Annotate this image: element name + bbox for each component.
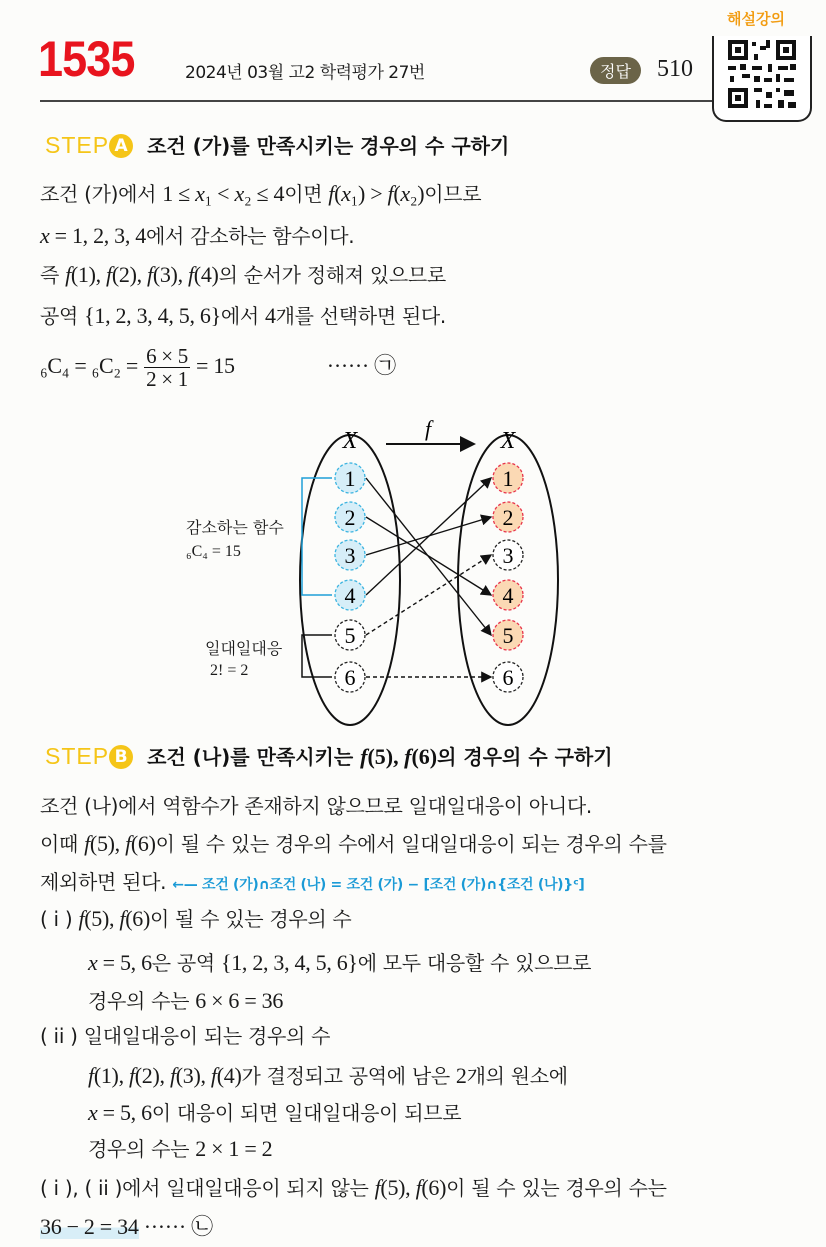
math-expression: = 5, 6	[97, 950, 152, 975]
math-expression: <	[211, 181, 235, 206]
math-expression: x	[88, 950, 98, 975]
step-b-label: STEP	[45, 743, 110, 769]
math-expression: 36 − 2 = 34	[40, 1214, 139, 1239]
problem-source: 2024년 03월 고2 학력평가 27번	[185, 63, 425, 83]
math-expression: f	[128, 1063, 135, 1088]
mapping-arrow	[366, 555, 491, 635]
text-segment: 조건 (나)를 만족시키는	[147, 745, 361, 769]
text-segment: 에 모두 대응할 수 있으므로	[357, 951, 592, 975]
math-expression: (1),	[70, 262, 107, 287]
math-expression: = 5, 6	[97, 1100, 152, 1125]
math-expression: (5),	[367, 744, 405, 769]
text-segment: ( i )	[40, 907, 79, 931]
codomain-element: 1	[502, 466, 514, 491]
math-expression: x	[234, 181, 244, 206]
math-expression: (3),	[152, 262, 188, 287]
math-expression: f	[415, 1175, 422, 1200]
math-expression: (	[334, 181, 342, 206]
text-line	[40, 220, 354, 249]
text-line	[88, 1097, 461, 1126]
codomain-label: X	[500, 428, 516, 454]
math-expression: 6 × 6 = 36	[195, 988, 284, 1013]
text-segment: ( ii ) 일대일대응이 되는 경우의 수	[40, 1024, 331, 1048]
text-line	[40, 790, 592, 819]
math-expression: f	[78, 906, 85, 931]
text-segment: 이 대응이 되면 일대일대응이 되므로	[151, 1101, 462, 1125]
text-segment: 이면	[284, 182, 329, 206]
combination-formula	[40, 345, 396, 390]
text-line	[40, 903, 351, 932]
math-expression: f	[360, 744, 368, 769]
answer-value: 510	[657, 56, 693, 82]
domain-element: 1	[344, 466, 356, 491]
decreasing-bracket	[302, 478, 332, 595]
bracket2-label: 일대일대응	[205, 639, 283, 658]
text-segment: 이 될 수 있는 경우의 수	[149, 907, 352, 931]
math-expression: 4	[264, 303, 276, 328]
text-line	[40, 1172, 667, 1201]
answer-badge: 정답	[590, 57, 641, 84]
math-expression: (5),	[89, 831, 126, 856]
text-line	[40, 828, 667, 857]
text-line	[40, 259, 446, 288]
text-segment: 이때	[40, 832, 85, 856]
function-label: f	[424, 416, 432, 441]
codomain-element: 5	[502, 623, 514, 648]
mapping-arrow	[366, 517, 491, 595]
text-segment: 제외하면 된다.	[40, 870, 173, 894]
math-expression: (2),	[111, 262, 148, 287]
text-segment: 에서 감소하는 함수이다.	[145, 224, 355, 248]
math-expression: f	[387, 181, 394, 206]
math-expression: ₂ ≤ 4	[243, 181, 285, 206]
text-line	[40, 178, 481, 207]
mapping-diagram	[160, 410, 580, 730]
text-segment: 이 될 수 있는 경우의 수에서 일대일대응이 되는 경우의 수를	[155, 832, 667, 856]
math-expression: f	[169, 1063, 176, 1088]
text-segment: ( i ), ( ii )에서 일대일대응이 되지 않는	[40, 1176, 375, 1200]
math-expression: f	[119, 906, 126, 931]
text-segment: 에서	[220, 304, 265, 328]
domain-element: 6	[344, 665, 356, 690]
step-a-label: STEP	[45, 132, 110, 158]
math-expression: f	[147, 262, 153, 287]
bracket1-value: ₆C₄ = 15	[186, 543, 241, 560]
math-expression: f	[328, 181, 335, 206]
math-expression: f	[106, 262, 112, 287]
math-expression: x	[341, 181, 351, 206]
codomain-element: 4	[502, 583, 514, 608]
text-line	[88, 985, 283, 1014]
fraction-numerator: 6 × 5	[146, 344, 188, 368]
math-expression: ₁	[204, 181, 212, 206]
math-expression: f	[65, 262, 71, 287]
domain-element: 3	[344, 543, 356, 568]
text-segment: 공역	[40, 304, 85, 328]
math-expression: f	[210, 1063, 217, 1088]
text-line	[40, 300, 446, 329]
math-expression: (4)	[193, 262, 219, 287]
step-a-heading	[45, 130, 509, 159]
math-expression: {1, 2, 3, 4, 5, 6}	[220, 950, 358, 975]
math-expression: (5),	[380, 1175, 416, 1200]
math-expression: f	[125, 831, 131, 856]
text-segment: 이 될 수 있는 경우의 수는	[446, 1176, 667, 1200]
text-segment: 이므로	[424, 182, 482, 206]
math-expression: 2	[455, 1063, 467, 1088]
text-segment: 의 경우의 수 구하기	[437, 745, 613, 769]
math-expression: = 1, 2, 3, 4	[49, 223, 146, 248]
header-divider	[40, 100, 712, 102]
text-segment: 의 순서가 정해져 있으므로	[218, 263, 446, 287]
text-segment: 조건 (나)에서 역함수가 존재하지 않으므로 일대일대응이 아니다.	[40, 794, 592, 818]
text-segment: 조건 (가)에서	[40, 182, 163, 206]
math-expression: f	[404, 744, 412, 769]
text-segment: 경우의 수는	[88, 989, 196, 1013]
text-line	[40, 866, 585, 895]
qr-label: 해설강의	[727, 10, 785, 28]
math-expression: f	[88, 1063, 94, 1088]
math-expression: f	[374, 1175, 381, 1200]
codomain-element: 6	[502, 665, 514, 690]
fraction-denominator: 2 × 1	[146, 367, 188, 391]
problem-number: 1535	[38, 31, 135, 87]
qr-code[interactable]	[712, 36, 812, 122]
domain-element: 2	[344, 505, 356, 530]
step-a-title: 조건 (가)를 만족시키는 경우의 수 구하기	[147, 134, 510, 158]
qr-code-icon	[714, 36, 810, 120]
math-expression: (6)	[130, 831, 156, 856]
text-line	[40, 1020, 330, 1049]
formula-rhs: = 15	[196, 353, 235, 378]
math-expression: (6)	[421, 1175, 447, 1200]
math-expression: x	[195, 181, 205, 206]
codomain-element: 3	[502, 543, 514, 568]
step-b-title	[147, 745, 612, 769]
math-expression: (3),	[175, 1063, 211, 1088]
step-a-letter-icon: A	[109, 134, 133, 158]
text-segment: 은 공역	[151, 951, 221, 975]
math-expression: (6)	[411, 744, 438, 769]
text-line	[88, 947, 591, 976]
math-expression: ······ ㉡	[138, 1214, 213, 1239]
text-line	[40, 1210, 213, 1241]
math-expression: (4)	[216, 1063, 242, 1088]
condition-note: ←— 조건 (가)∩조건 (나) = 조건 (가) − [조건 (가)∩{조건 (나)}ᶜ]	[172, 877, 585, 893]
math-expression: x	[88, 1100, 98, 1125]
text-line	[88, 1060, 568, 1089]
domain-element: 4	[344, 583, 356, 608]
math-expression: x	[400, 181, 410, 206]
text-segment: 개를 선택하면 된다.	[275, 304, 446, 328]
math-expression: {1, 2, 3, 4, 5, 6}	[84, 303, 221, 328]
math-expression: 1 ≤	[162, 181, 196, 206]
step-b-letter-icon: B	[109, 745, 133, 769]
step-b-heading	[45, 741, 613, 770]
formula-lhs: ₆C₄ = ₆C₂ =	[40, 353, 139, 378]
bracket1-label: 감소하는 함수	[186, 518, 284, 537]
mapping-arrow	[366, 478, 491, 595]
math-expression: ₂)	[409, 181, 425, 206]
math-expression: (6)	[125, 906, 150, 931]
math-expression: x	[40, 223, 50, 248]
math-expression: (2),	[134, 1063, 170, 1088]
domain-element: 5	[344, 623, 356, 648]
math-expression: ₁) >	[350, 181, 388, 206]
text-line	[88, 1133, 272, 1162]
math-expression: (5),	[84, 906, 120, 931]
math-expression: f	[84, 831, 90, 856]
formula-mark: ······ ㉠	[326, 353, 396, 378]
text-segment: 즉	[40, 263, 66, 287]
math-expression: (1),	[93, 1063, 129, 1088]
text-segment: 경우의 수는	[88, 1137, 196, 1161]
codomain-element: 2	[502, 505, 514, 530]
math-expression: (	[393, 181, 401, 206]
bracket2-value: 2! = 2	[210, 662, 249, 679]
text-segment: 개의 원소에	[466, 1064, 568, 1088]
formula-fraction	[144, 345, 190, 390]
domain-label: X	[342, 428, 358, 454]
math-expression: 2 × 1 = 2	[195, 1136, 273, 1161]
math-expression: f	[187, 262, 194, 287]
text-segment: 가 결정되고 공역에 남은	[241, 1064, 456, 1088]
